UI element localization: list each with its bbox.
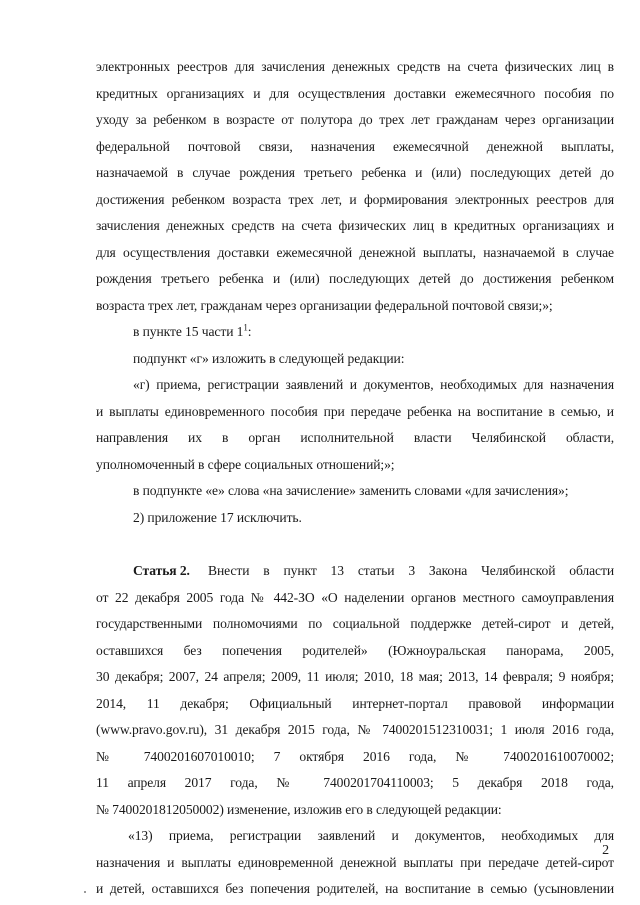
text-line: федеральной почтовой связи, назначения ежемесячной денежной выплаты,: [96, 139, 614, 154]
text-line: государственными полномочиями по социальной поддержке детей-сирот и детей,: [96, 616, 614, 631]
text-line: «г) приема, регистрации заявлений и документов, необходимых для назначения: [133, 377, 614, 392]
text-line: электронных реестров для зачисления денежных средств на счета физических лиц в: [96, 59, 614, 74]
text-line: уполномоченный в сфере социальных отношений;»;: [96, 457, 395, 472]
text-line: возраста трех лет, гражданам через организации федеральной почтовой связи;»;: [96, 298, 553, 313]
text-line: зачисления денежных средств на счета физических лиц в кредитных организациях и: [96, 218, 614, 233]
text-line: назначения и выплаты единовременной денежной выплаты при передаче детей-сирот: [96, 855, 614, 870]
article-heading-line: [133, 561, 614, 581]
text-line: для осуществления доставки ежемесячной денежной выплаты, назначаемой в случае: [96, 245, 614, 260]
text-line: 11 апреля 2017 года, № 7400201704110003; 5 декабря 2018 года,: [96, 775, 614, 790]
text-line: от 22 декабря 2005 года № 442-ЗО «О наделении органов местного самоуправления: [96, 590, 614, 605]
text-line: № 7400201607010010; 7 октября 2016 года, № 7400201610070002;: [96, 749, 614, 764]
text-line: оставшихся без попечения родителей» (Южноуральская панорама, 2005,: [96, 643, 614, 658]
text-line: в подпункте «е» слова «на зачисление» заменить словами «для зачисления»;: [133, 483, 569, 498]
colon: :: [247, 324, 252, 339]
clause-reference: в пункте 15 части 1: [133, 324, 244, 339]
text-line: уходу за ребенком в возрасте от полутора до трех лет гражданам через организации: [96, 112, 614, 127]
article-label: Статья 2.: [133, 563, 190, 578]
text-line: 30 декабря; 2007, 24 апреля; 2009, 11 июля; 2010, 18 мая; 2013, 14 февраля; 9 ноября;: [96, 669, 614, 684]
text-line: 2014, 11 декабря; Официальный интернет-портал правовой информации: [96, 696, 614, 711]
text-line: № 7400201812050002) изменение, изложив его в следующей редакции:: [96, 802, 502, 817]
article-intro: Внести в пункт 13 статьи 3 Закона Челябинской области: [208, 563, 614, 578]
text-line: подпункт «г» изложить в следующей редакции:: [133, 351, 405, 366]
text-line: направления их в орган исполнительной власти Челябинской области,: [96, 430, 614, 445]
scan-artifact: [84, 891, 86, 893]
text-line: рождения третьего ребенка и (или) последующих детей до достижения ребенком: [96, 271, 614, 286]
text-line: «13) приема, регистрации заявлений и документов, необходимых для: [128, 828, 614, 843]
text-line: и выплаты единовременного пособия при передаче ребенка на воспитание в семью, и: [96, 404, 614, 419]
text-line: (www.pravo.gov.ru), 31 декабря 2015 года, № 7400201512310031; 1 июля 2016 года,: [96, 722, 614, 737]
text-line-with-superscript: [133, 322, 614, 342]
superscript: 1: [243, 322, 248, 333]
text-line: достижения ребенком возраста трех лет, и формирования электронных реестров для: [96, 192, 614, 207]
text-line: и детей, оставшихся без попечения родителей, на воспитание в семью (усыновлении: [96, 881, 614, 896]
text-line: 2) приложение 17 исключить.: [133, 510, 302, 525]
text-line: кредитных организациях и для осуществления доставки ежемесячного пособия по: [96, 86, 614, 101]
page-number: 2: [602, 843, 609, 858]
text-line: назначаемой в случае рождения третьего ребенка и (или) последующих детей до: [96, 165, 614, 180]
